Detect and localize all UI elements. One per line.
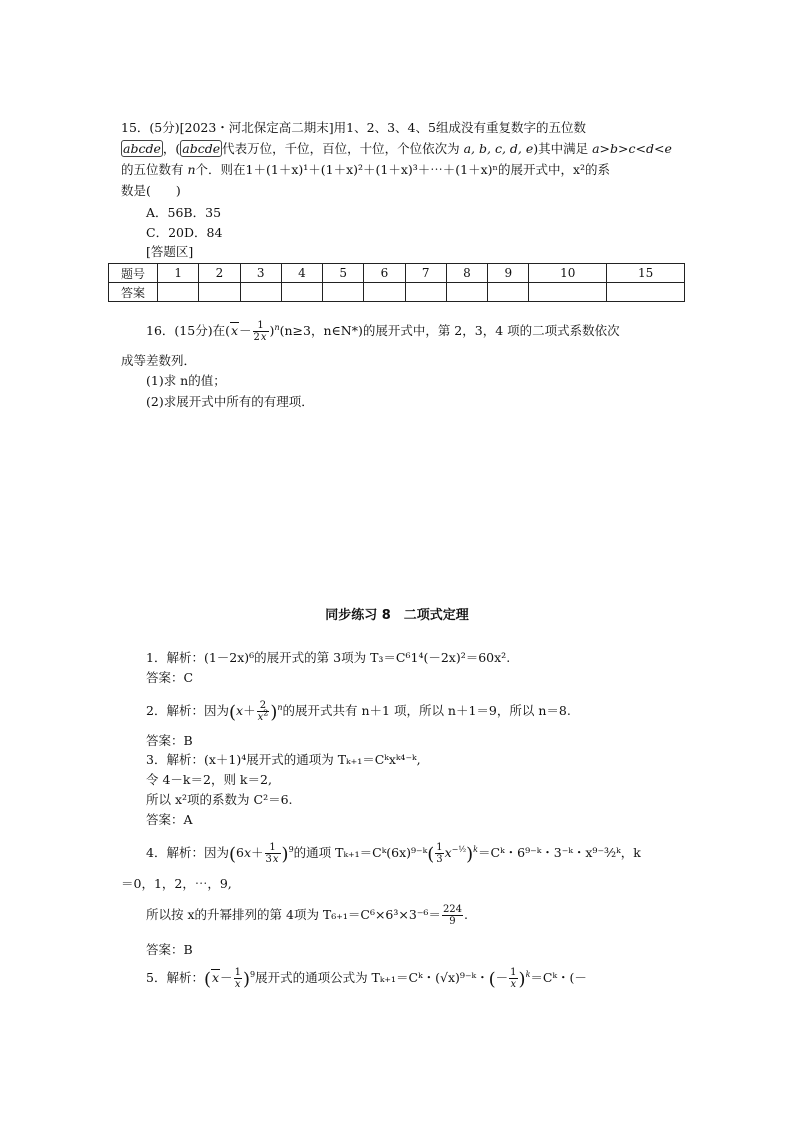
question-number: 8 (446, 264, 487, 283)
question-number: 9 (488, 264, 529, 283)
answer-table (108, 263, 685, 302)
question-number: 15 (607, 264, 685, 283)
answer-area-label: [答题区] (146, 244, 194, 259)
question-number: 2 (199, 264, 240, 283)
solution-3: 3．解析：(x＋1)⁴展开式的通项为 Tₖ₊₁＝Cᵏxᵏ⁴⁻ᵏ, (146, 752, 421, 767)
answer-4: 答案：B (146, 942, 193, 957)
q15-option-c: C．20D．84 (146, 225, 223, 240)
question-number: 4 (281, 264, 322, 283)
answer-2: 答案：B (146, 733, 193, 748)
question-number: 6 (364, 264, 405, 283)
q15-line-2: abcde ，( abcde 代表万位，千位，百位，十位，个位依次为 a, b, c, d, e)其中满足 a>b>c<d<e (123, 141, 672, 156)
solution-4-result: 所以按 x的升幂排列的第 4项为 T₆₊₁＝C⁶×6³×3⁻⁶＝ $\frac{224}{9}$ . (146, 904, 469, 927)
solution-1: 1．解析：(1－2x)⁶的展开式的第 3项为 T₃＝C⁶1⁴(－2x)²＝60x². (146, 650, 511, 665)
q15-line-4: 数是( ) (121, 183, 181, 198)
answer-cell[interactable] (488, 283, 529, 302)
answer-cell[interactable] (281, 283, 322, 302)
answer-cell[interactable] (364, 283, 405, 302)
question-number: 3 (240, 264, 281, 283)
question-number: 7 (405, 264, 446, 283)
table-row (109, 283, 685, 302)
answer-cell[interactable] (158, 283, 199, 302)
digit-box-1: abcde (123, 141, 161, 156)
solution-4-range: ＝0，1，2，⋯，9, (121, 876, 232, 891)
answer-cell[interactable] (607, 283, 685, 302)
condition: a>b>c<d<e (592, 141, 672, 156)
solution-3-step-2: 令 4－k＝2，则 k＝2, (146, 772, 272, 787)
q16-part-1: (1)求 n的值； (146, 373, 226, 388)
q15-option-a: A．56B．35 (146, 205, 222, 220)
answer-1: 答案：C (146, 670, 194, 685)
answer-cell[interactable] (529, 283, 607, 302)
question-number: 1 (158, 264, 199, 283)
q16-line-2: 成等差数列． (121, 353, 197, 368)
q16-part-2: (2)求展开式中所有的有理项． (146, 394, 314, 409)
answer-cell[interactable] (405, 283, 446, 302)
answer-cell[interactable] (240, 283, 281, 302)
section-title: 同步练习 8 二项式定理 (325, 608, 469, 623)
solution-4: 4．解析：因为(6x＋ $\frac{1}{3x}$ )$^9$的通项 Tₖ₊₁＝Cᵏ(6x)⁹⁻ᵏ( $\frac{1}{3}$ $x^{-\frac{1}{2}})^k=Cᵏ$・6⁹⁻ᵏ・3⁻ᵏ・x⁹⁻³⁄₂ᵏ，k (146, 842, 641, 865)
table-answer-label: 答案 (109, 283, 158, 302)
solution-2: 2．解析：因为(x＋ $\frac{2}{x^2}$ )$^n$的展开式共有 n＋1 项，所以 n＋1＝9，所以 n＝8. (146, 700, 571, 723)
solution-3-step-3: 所以 x²项的系数为 C²＝6. (146, 792, 293, 807)
digit-box-2: abcde (182, 141, 221, 156)
answer-cell[interactable] (446, 283, 487, 302)
q15-line-1: 15．(5分)[2023・河北保定高二期末]用1、2、3、4、5组成没有重复数字的五位数 (121, 120, 586, 135)
solution-5: 5．解析：(x－ $\frac{1}{x}$ )$^9$展开式的通项公式为 Tₖ₊₁＝Cᵏ・(√x)⁹⁻ᵏ・(－ $\frac{1}{x}$ )$^k$＝Cᵏ・(－ (146, 967, 587, 990)
answer-cell[interactable] (323, 283, 364, 302)
table-row (109, 264, 685, 283)
q15-line-3: 的五位数有 n个．则在1＋(1＋x)¹＋(1＋x)²＋(1＋x)³＋⋯＋(1＋x)ⁿ的展开式中，x²的系 (121, 162, 611, 177)
answer-cell[interactable] (199, 283, 240, 302)
question-number: 5 (323, 264, 364, 283)
table-header-label: 题号 (109, 264, 158, 283)
question-number: 10 (529, 264, 607, 283)
answer-3: 答案：A (146, 812, 193, 827)
q16-line-1: 16．(15分)在(x－ $\frac{1}{2x}$ )$^n$(n≥3，n∈N*)的展开式中，第 2，3，4 项的二项式系数依次 (146, 320, 620, 343)
